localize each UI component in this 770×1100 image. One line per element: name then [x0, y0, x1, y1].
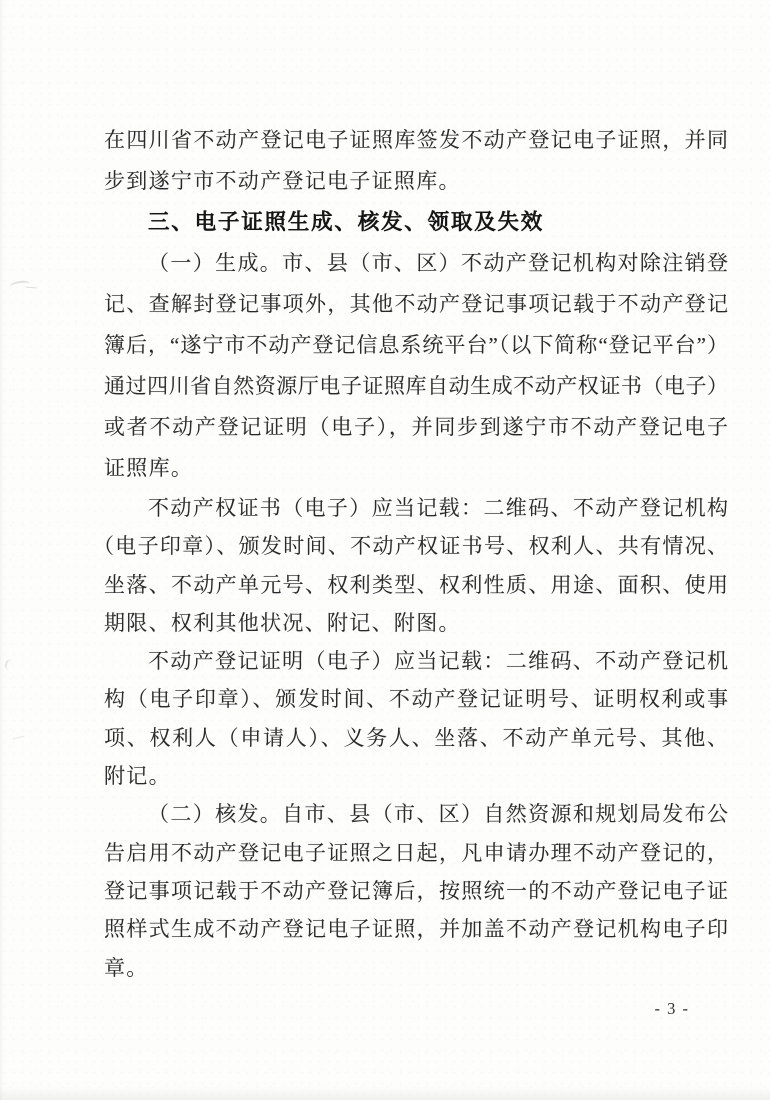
- scan-edge-shadow-bottom: [0, 1087, 770, 1100]
- doc-line: 步到遂宁市不动产登记电子证照库。: [104, 169, 461, 193]
- doc-line: 附记。: [104, 764, 171, 789]
- doc-line: 项、权利人（申请人）、义务人、坐落、不动产单元号、其他、: [104, 725, 728, 750]
- doc-line: 不动产登记证明（电子）应当记载：二维码、不动产登记机: [148, 649, 728, 674]
- scan-artifact: [4, 658, 21, 673]
- doc-line: 在四川省不动产登记电子证照库签发不动产登记电子证照，并同: [104, 128, 728, 152]
- doc-line: 簿后，“遂宁市不动产登记信息系统平台”（以下简称“登记平台”）: [104, 333, 728, 357]
- doc-line: 构（电子印章）、颁发时间、不动产登记证明号、证明权利或事: [104, 687, 728, 712]
- doc-line: 章。: [104, 955, 149, 980]
- doc-line: 告启用不动产登记电子证照之日起，凡申请办理不动产登记的，: [104, 840, 728, 865]
- scan-artifact: [13, 736, 26, 744]
- doc-line: 证照库。: [104, 456, 194, 480]
- doc-line: 或者不动产登记证明（电子），并同步到遂宁市不动产登记电子: [104, 415, 728, 439]
- scan-artifact: [26, 287, 36, 292]
- page-number: - 3 -: [654, 999, 690, 1018]
- doc-line: （电子印章）、颁发时间、不动产权证书号、权利人、共有情况、: [93, 534, 728, 559]
- doc-line: 期限、权利其他状况、附记、附图。: [104, 610, 461, 635]
- doc-line: 登记事项记载于不动产登记簿后，按照统一的不动产登记电子证: [104, 878, 728, 903]
- scan-edge-shadow-left: [0, 0, 4, 1100]
- doc-line: 照样式生成不动产登记电子证照，并加盖不动产登记机构电子印: [104, 917, 728, 942]
- doc-line: 坐落、不动产单元号、权利类型、权利性质、用途、面积、使用: [104, 572, 728, 597]
- document-body: [93, 120, 728, 987]
- doc-line: 通过四川省自然资源厅电子证照库自动生成不动产权证书（电子）: [104, 374, 728, 398]
- section-heading: 三、电子证照生成、核发、领取及失效: [148, 210, 545, 234]
- doc-line: 记、查解封登记事项外，其他不动产登记事项记载于不动产登记: [104, 292, 728, 316]
- doc-line: （二）核发。自市、县（市、区）自然资源和规划局发布公: [148, 802, 728, 827]
- doc-line: （一）生成。市、县（市、区）不动产登记机构对除注销登: [148, 251, 728, 275]
- doc-line: 不动产权证书（电子）应当记载：二维码、不动产登记机构: [148, 496, 728, 520]
